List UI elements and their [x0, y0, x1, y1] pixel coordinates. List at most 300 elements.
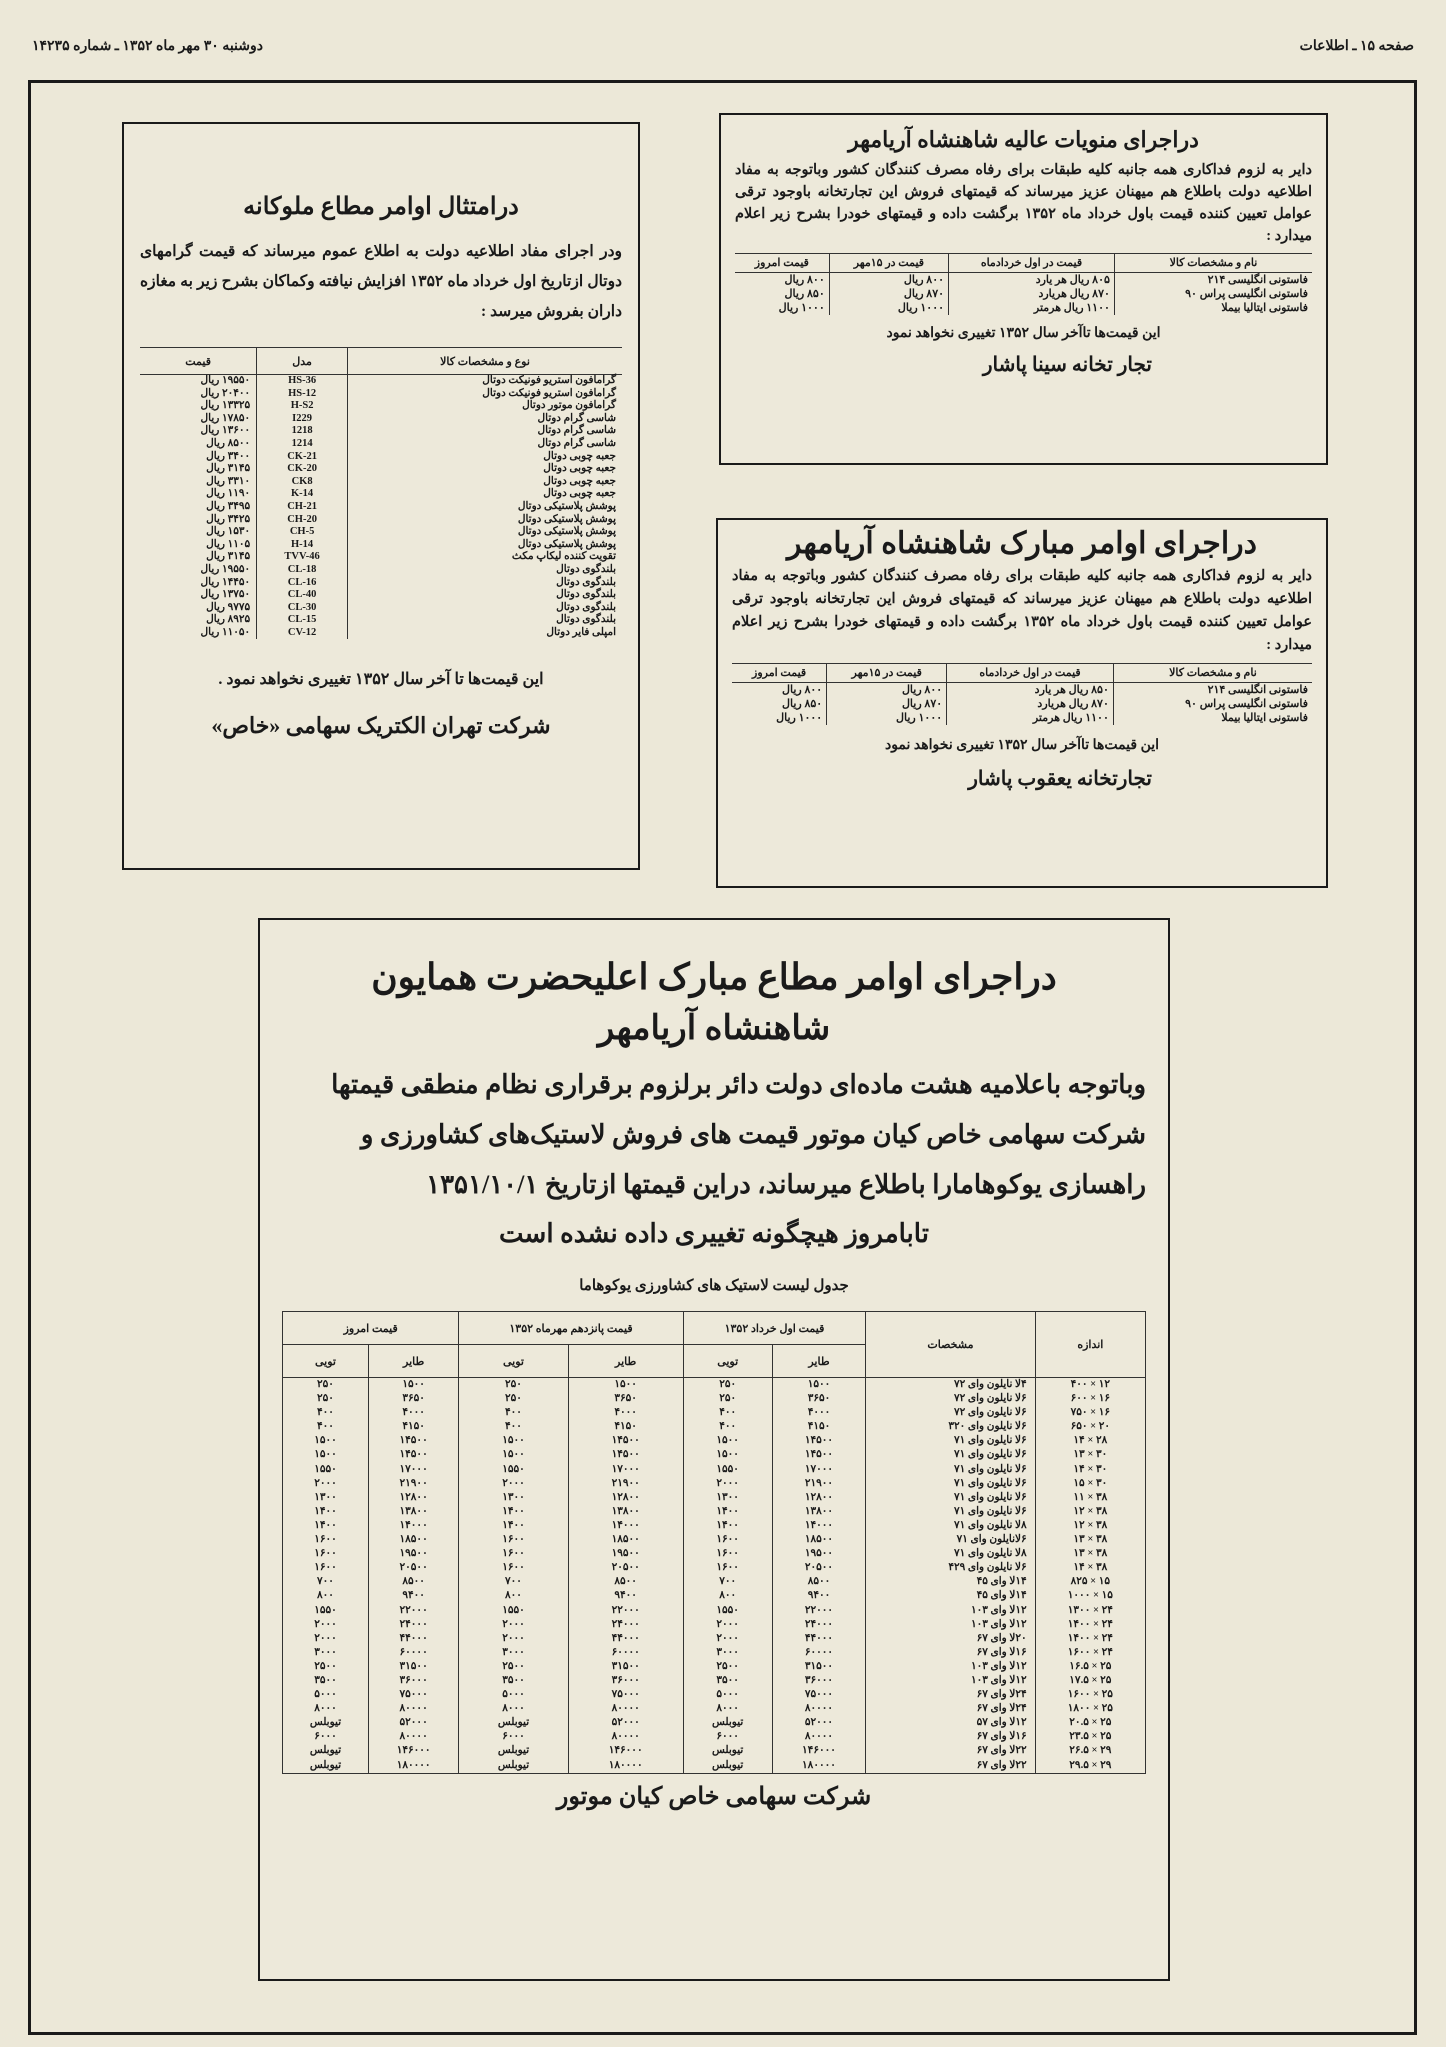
- table-cell: ۳۰۰۰: [283, 1646, 369, 1660]
- table-row: [283, 1702, 1146, 1716]
- table-cell: ۳۶۵۰: [772, 1392, 866, 1406]
- table-cell: پوشش پلاستیکی دوتال: [348, 501, 622, 514]
- issue-date: دوشنبه ۳۰ مهر ماه ۱۳۵۲ ـ شماره ۱۴۲۳۵: [32, 39, 263, 54]
- table-cell: ۸۰۰ ریال: [784, 274, 825, 286]
- ad-kian-motor: [258, 918, 1170, 1981]
- table-cell: ۱۲۸۰۰: [568, 1491, 683, 1505]
- table-row: [140, 501, 622, 514]
- table-cell: ۵۰۰۰: [459, 1688, 568, 1702]
- table-cell: ۱۶۰۰: [459, 1561, 568, 1575]
- table-row: [283, 1420, 1146, 1434]
- table-cell: ۱۶۰۰: [683, 1533, 772, 1547]
- table-cell: بلندگوی دوتال: [348, 614, 622, 627]
- table-cell: ۱۵ × ۸۲۵: [1035, 1575, 1145, 1589]
- ad-body: دایر به لزوم فداکاری همه جانبه کلیه طبقات برای رفاه مصرف کنندگان کشور وباتوجه به مفاد اطلاعیه دولت باطلاع هم میهنان عزیز میرساند که قیمتهای فروش این تجارتخانه باوجود ترقی عوامل تعیین کننده قیمت باول خرداد ماه ۱۳۵۲ برگشت داده و قیمتهای خودرا بشرح زیر اعلام میدارد :: [732, 568, 1312, 653]
- table-cell: CH-5: [257, 526, 348, 539]
- table-cell: ۳۰ × ۱۳: [1035, 1448, 1145, 1462]
- table-cell: ۴لا نایلون وای ۷۲: [866, 1378, 1035, 1393]
- table-cell: ۲۵ × ۱۶۰۰: [1035, 1688, 1145, 1702]
- col-size: اندازه: [1035, 1312, 1145, 1378]
- table-cell: ۳۸ × ۱۳: [1035, 1547, 1145, 1561]
- ad-sina-pashar: [719, 113, 1328, 465]
- ad-body: ودر اجرای مفاد اطلاعیه دولت به اطلاع عموم میرساند که قیمت گرامهای دوتال ازتاریخ اول خرداد ماه ۱۳۵۲ افزایش نیافته وکماکان بشرح زیر به مغازه داران بفروش میرسد :: [140, 243, 623, 320]
- table-cell: ۱۴۰۰: [683, 1505, 772, 1519]
- table-cell: ۶لا نایلون وای ۷۱: [866, 1505, 1035, 1519]
- table-cell: ۱۴۵۰۰: [368, 1448, 458, 1462]
- sina-price-table: [735, 253, 1312, 315]
- table-cell: ۱۴۰۰: [283, 1519, 369, 1533]
- table-cell: ۱۴۶۰۰۰: [568, 1744, 683, 1758]
- table-cell: ۴۰۰: [459, 1420, 568, 1434]
- table-cell: ۱۶۰۰: [283, 1533, 369, 1547]
- col-spec: مشخصات: [866, 1312, 1035, 1378]
- table-cell: ۸۰۰۰۰: [368, 1702, 458, 1716]
- table-cell: ۸۷۰ ریال هریارد: [949, 287, 1115, 301]
- table-cell: ۸۷۰ ریال هریارد: [947, 697, 1114, 711]
- table-cell: ۲۹ × ۲۹.۵: [1035, 1759, 1145, 1774]
- table-row: [283, 1660, 1146, 1674]
- table-cell: امپلی فایر دوتال: [348, 627, 622, 640]
- table-cell: ۲۵۰۰: [459, 1660, 568, 1674]
- table-row: [283, 1646, 1146, 1660]
- col-group-mehr: قیمت پانزدهم مهرماه ۱۳۵۲: [459, 1312, 683, 1345]
- table-cell: ۷۰۰: [683, 1575, 772, 1589]
- table-cell: ۵۲۰۰۰: [568, 1716, 683, 1730]
- table-cell: تیوبلس: [683, 1716, 772, 1730]
- table-cell: ۲۰۰۰: [683, 1632, 772, 1646]
- table-row: [283, 1575, 1146, 1589]
- table-cell: ۳۰۰۰: [683, 1646, 772, 1660]
- table-cell: ۶۰۰۰: [683, 1730, 772, 1744]
- table-cell: ۸۷۰ ریال: [829, 287, 948, 301]
- table-cell: ۱۹۵۰۰: [772, 1547, 866, 1561]
- table-cell: ۲۴لا وای ۶۷: [866, 1688, 1035, 1702]
- table-cell: ۲۲۰۰۰: [368, 1604, 458, 1618]
- table-cell: ۱۲۸۰۰: [368, 1491, 458, 1505]
- table-cell: فاستونی انگلیسی ۲۱۴: [1114, 273, 1312, 288]
- table-cell: ۶۰۰۰۰: [772, 1646, 866, 1660]
- table-cell: ۲۵۰: [683, 1392, 772, 1406]
- table-cell: شاسی گرام دوتال: [348, 425, 622, 438]
- table-cell: ۱۴لا وای ۴۵: [866, 1589, 1035, 1603]
- table-cell: ۶لا نایلون وای ۷۱: [866, 1477, 1035, 1491]
- table-cell: ۱۵۳۰ ریال: [206, 526, 251, 538]
- table-cell: ۱۴۰۰: [459, 1519, 568, 1533]
- ad-body: دایر به لزوم فداکاری همه جانبه کلیه طبقات برای رفاه مصرف کنندگان کشور وباتوجه به مفاد اطلاعیه دولت باطلاع هم میهنان عزیز میرساند که قیمتهای فروش این تجارتخانه باوجود ترقی عوامل تعیین کننده قیمت باول خرداد ماه ۱۳۵۲ برگشت داده و قیمتهای خودرا بشرح زیر اعلام میدارد :: [735, 162, 1312, 244]
- table-cell: ۳۶۰۰۰: [568, 1674, 683, 1688]
- table-cell: تیوبلس: [459, 1744, 568, 1758]
- column-header: نام و مشخصات کالا: [1114, 254, 1312, 273]
- table-cell: ۳۰ × ۱۵: [1035, 1477, 1145, 1491]
- table-cell: ۱۲لا وای ۱۰۳: [866, 1618, 1035, 1632]
- table-cell: ۱۲۸۰۰: [772, 1491, 866, 1505]
- table-cell: گرامافون استریو فونیکت دوتال: [348, 375, 622, 388]
- table-cell: ۱۹۵۵۰ ریال: [200, 375, 251, 386]
- table-cell: ۲۴ × ۱۳۰۰: [1035, 1604, 1145, 1618]
- table-cell: ۳۸ × ۱۴: [1035, 1561, 1145, 1575]
- table-cell: I229: [257, 413, 348, 426]
- table-cell: ۳۵۰۰: [683, 1674, 772, 1688]
- table-cell: ۸۰۰۰: [283, 1702, 369, 1716]
- table-cell: ۶لا نایلون وای ۷۱: [866, 1491, 1035, 1505]
- table-cell: تیوبلس: [683, 1744, 772, 1758]
- table-cell: 1214: [257, 438, 348, 451]
- table-cell: ۲۰۰۰: [283, 1618, 369, 1632]
- table-cell: ۲۰ × ۶۵۰: [1035, 1420, 1145, 1434]
- table-cell: ۲۱۹۰۰: [368, 1477, 458, 1491]
- table-row: [283, 1406, 1146, 1420]
- table-cell: تیوبلس: [283, 1744, 369, 1758]
- table-cell: پوشش پلاستیکی دوتال: [348, 526, 622, 539]
- table-cell: ۳۰ × ۱۴: [1035, 1463, 1145, 1477]
- table-cell: ۸۰۰۰۰: [568, 1702, 683, 1716]
- table-cell: ۲۵ × ۱۷.۵: [1035, 1674, 1145, 1688]
- table-cell: CL-15: [257, 614, 348, 627]
- table-cell: ۱۲لا وای ۵۷: [866, 1716, 1035, 1730]
- table-cell: ۱۳۸۰۰: [772, 1505, 866, 1519]
- table-cell: ۲۵۰: [283, 1392, 369, 1406]
- table-cell: ۳۶۰۰۰: [772, 1674, 866, 1688]
- table-cell: ۱۴۰۰: [459, 1505, 568, 1519]
- table-cell: ۸۰۰۰: [683, 1702, 772, 1716]
- table-cell: ۱۷۸۵۰ ریال: [200, 412, 251, 424]
- table-cell: ۱۹۵۰۰: [368, 1547, 458, 1561]
- table-cell: ۱۶۰۰: [683, 1547, 772, 1561]
- table-cell: ۷۰۰: [459, 1575, 568, 1589]
- table-row: [140, 551, 622, 564]
- table-cell: CK8: [257, 476, 348, 489]
- table-row: [283, 1744, 1146, 1758]
- table-cell: ۲۴ × ۱۴۰۰: [1035, 1632, 1145, 1646]
- table-cell: ۱۰۰۰ ریال: [778, 302, 825, 314]
- table-cell: ۱۶۰۰: [459, 1533, 568, 1547]
- table-row: [140, 463, 622, 476]
- table-cell: ۸۷۰ ریال: [827, 697, 947, 711]
- table-row: [283, 1392, 1146, 1406]
- table-row: [283, 1519, 1146, 1533]
- table-cell: ۱۹۵۵۰ ریال: [200, 563, 251, 575]
- table-cell: ۱۵۰۰: [459, 1434, 568, 1448]
- table-row: [140, 564, 622, 577]
- table-cell: بلندگوی دوتال: [348, 602, 622, 615]
- table-row: [283, 1448, 1146, 1462]
- table-cell: ۲۰۵۰۰: [368, 1561, 458, 1575]
- table-cell: ۴۰۰: [683, 1406, 772, 1420]
- ad-signature: تجارتخانه یعقوب پاشار: [968, 768, 1152, 790]
- table-cell: ۲۸ × ۱۴: [1035, 1434, 1145, 1448]
- table-cell: CL-18: [257, 564, 348, 577]
- table-cell: ۲۵ × ۲۰.۵: [1035, 1716, 1145, 1730]
- ad-signature: شرکت تهران الکتریک سهامی «خاص»: [211, 713, 551, 739]
- table-cell: ۳۱۴۵ ریال: [206, 551, 251, 563]
- table-cell: ۲۴لا وای ۶۷: [866, 1702, 1035, 1716]
- ad-subtitle: شاهنشاه آریامهر: [597, 1010, 831, 1047]
- table-cell: ۶لا نایلون وای ۳۲۰: [866, 1420, 1035, 1434]
- table-cell: ۲۰۰۰: [283, 1632, 369, 1646]
- table-cell: ۱۸۰۰۰۰: [772, 1759, 866, 1774]
- table-row: [283, 1730, 1146, 1744]
- table-cell: ۳۱۵۰۰: [368, 1660, 458, 1674]
- table-cell: ۱۶۰۰: [459, 1547, 568, 1561]
- table-title: جدول لیست لاستیک های کشاورزی یوکوهاما: [579, 1278, 849, 1294]
- table-cell: ۵۰۰۰: [683, 1688, 772, 1702]
- table-cell: ۳۴۲۵ ریال: [206, 513, 251, 525]
- table-cell: ۲۵۰: [459, 1392, 568, 1406]
- table-cell: ۲۴۰۰۰: [568, 1618, 683, 1632]
- table-cell: شاسی گرام دوتال: [348, 413, 622, 426]
- ad-signature: تجار تخانه سینا پاشار: [982, 354, 1152, 376]
- table-cell: ۱۴۰۰: [683, 1519, 772, 1533]
- table-cell: ۲۴ × ۱۶۰۰: [1035, 1646, 1145, 1660]
- col-group-khordad: قیمت اول خرداد ۱۳۵۲: [683, 1312, 866, 1345]
- table-cell: ۸۵۰۰: [368, 1575, 458, 1589]
- table-cell: ۱۵۰۰: [283, 1434, 369, 1448]
- table-cell: ۸۵۰ ریال: [784, 288, 825, 300]
- table-row: [283, 1589, 1146, 1603]
- ad-title: دراجرای اوامر مطاع مبارک اعلیحضرت همایون: [371, 957, 1057, 997]
- table-cell: ۱۴۰۰۰: [772, 1519, 866, 1533]
- table-cell: ۱۵۰۰: [459, 1448, 568, 1462]
- table-row: [283, 1632, 1146, 1646]
- table-cell: ۲۰۰۰: [283, 1477, 369, 1491]
- table-cell: ۸۵۰ ریال هر یارد: [947, 683, 1114, 698]
- electric-price-table: [140, 347, 622, 639]
- table-row: [283, 1533, 1146, 1547]
- table-cell: ۲۵ × ۱۶.۵: [1035, 1660, 1145, 1674]
- table-cell: ۱۳۰۰: [459, 1491, 568, 1505]
- table-cell: ۳۱۵۰۰: [568, 1660, 683, 1674]
- sub-tire: طایر: [568, 1345, 683, 1378]
- table-cell: ۱۴۶۰۰۰: [772, 1744, 866, 1758]
- table-cell: ۱۶ × ۷۵۰: [1035, 1406, 1145, 1420]
- table-cell: ۳۶۵۰: [368, 1392, 458, 1406]
- table-cell: CV-12: [257, 627, 348, 640]
- table-cell: ۲۴۰۰۰: [368, 1618, 458, 1632]
- table-cell: ۴۴۰۰۰: [368, 1632, 458, 1646]
- table-row: [732, 697, 1312, 711]
- table-cell: ۸۵۰ ریال: [782, 698, 823, 710]
- table-cell: ۸۵۰۰: [568, 1575, 683, 1589]
- table-cell: ۹۴۰۰: [368, 1589, 458, 1603]
- table-row: [735, 287, 1312, 301]
- table-cell: ۴۰۰۰: [368, 1406, 458, 1420]
- table-cell: ۶لا نایلون وای ۴۲۹: [866, 1561, 1035, 1575]
- table-cell: ۲۲۰۰۰: [568, 1604, 683, 1618]
- table-row: [283, 1477, 1146, 1491]
- table-cell: ۱۸۵۰۰: [368, 1533, 458, 1547]
- table-cell: ۱۴۰۰: [283, 1505, 369, 1519]
- table-cell: ۱۴۵۰۰: [772, 1434, 866, 1448]
- table-cell: ۱۰۰۰ ریال: [827, 711, 947, 725]
- ad-line-4: تابامروز هیچگونه تغییری داده نشده است: [499, 1219, 929, 1248]
- table-cell: ۶۰۰۰: [283, 1730, 369, 1744]
- table-cell: ۱۹۵۰۰: [568, 1547, 683, 1561]
- table-cell: ۳۴۹۵ ریال: [206, 500, 251, 512]
- table-cell: ۱۴لا وای ۴۵: [866, 1575, 1035, 1589]
- table-cell: ۱۸۵۰۰: [568, 1533, 683, 1547]
- table-cell: فاستونی انگلیسی پراس ۹۰: [1113, 697, 1312, 711]
- table-cell: ۸۰۰ ریال: [829, 273, 948, 288]
- table-cell: ۱۱۹۰ ریال: [206, 488, 251, 500]
- table-cell: ۹۷۷۵ ریال: [206, 601, 251, 613]
- table-row: [732, 711, 1312, 725]
- column-header: مدل: [257, 348, 348, 375]
- table-cell: ۲۵۰: [459, 1378, 568, 1393]
- table-cell: ۸۰۰: [459, 1589, 568, 1603]
- table-cell: ۲۰۰۰: [459, 1618, 568, 1632]
- table-row: [140, 589, 622, 602]
- table-row: [140, 438, 622, 451]
- table-cell: فاستونی ایتالیا بیملا: [1113, 711, 1312, 725]
- table-cell: ۲۲۰۰۰: [772, 1604, 866, 1618]
- table-cell: ۸۰۰۰۰: [772, 1702, 866, 1716]
- table-cell: شاسی گرام دوتال: [348, 438, 622, 451]
- table-cell: ۲۴ × ۱۴۰۰: [1035, 1618, 1145, 1632]
- table-cell: ۸۰۰۰۰: [772, 1730, 866, 1744]
- table-cell: ۱۳۰۰: [683, 1491, 772, 1505]
- table-cell: ۴۰۰: [459, 1406, 568, 1420]
- table-cell: CK-20: [257, 463, 348, 476]
- table-cell: ۱۲ × ۴۰۰: [1035, 1378, 1145, 1393]
- table-cell: ۵۲۰۰۰: [368, 1716, 458, 1730]
- table-cell: ۱۷۰۰۰: [568, 1463, 683, 1477]
- table-cell: جعبه چوبی دوتال: [348, 463, 622, 476]
- table-cell: ۴۰۰۰: [568, 1406, 683, 1420]
- table-cell: ۲۰۰۰: [459, 1632, 568, 1646]
- sub-tube: تویی: [283, 1345, 369, 1378]
- table-cell: ۱۶ × ۶۰۰: [1035, 1392, 1145, 1406]
- table-cell: ۸۰۰ ریال: [827, 683, 947, 698]
- table-row: [735, 273, 1312, 288]
- table-cell: ۳۱۵۰۰: [772, 1660, 866, 1674]
- sub-tire: طایر: [368, 1345, 458, 1378]
- table-cell: ۳۱۴۵ ریال: [206, 463, 251, 475]
- table-row: [283, 1491, 1146, 1505]
- table-cell: ۲۱۹۰۰: [568, 1477, 683, 1491]
- table-cell: ۱۴۵۰۰: [368, 1434, 458, 1448]
- ad-signature: شرکت سهامی خاص کیان موتور: [556, 1783, 872, 1810]
- table-cell: ۱۴۰۰۰: [368, 1519, 458, 1533]
- col-group-today: قیمت امروز: [283, 1312, 459, 1345]
- table-cell: گرامافون موتور دوتال: [348, 400, 622, 413]
- table-cell: ۸۰۰: [683, 1589, 772, 1603]
- table-cell: ۲۰۰۰: [683, 1477, 772, 1491]
- table-cell: ۱۶لا وای ۶۷: [866, 1730, 1035, 1744]
- table-cell: ۲۰۵۰۰: [772, 1561, 866, 1575]
- table-cell: ۱۴۵۰۰: [568, 1448, 683, 1462]
- table-cell: ۱۸۰۰۰۰: [368, 1759, 458, 1774]
- table-cell: ۸۰۰۰: [459, 1702, 568, 1716]
- table-cell: ۷۵۰۰۰: [772, 1688, 866, 1702]
- table-row: [283, 1547, 1146, 1561]
- table-row: [140, 413, 622, 426]
- table-row: [140, 476, 622, 489]
- table-cell: ۱۲لا وای ۱۰۳: [866, 1604, 1035, 1618]
- table-cell: ۸۰۵ ریال هر یارد: [949, 273, 1115, 288]
- table-cell: ۱۰۰۰ ریال: [829, 301, 948, 315]
- table-cell: CL-30: [257, 602, 348, 615]
- table-cell: ۱۸۵۰۰: [772, 1533, 866, 1547]
- ad-line-3: راهسازی یوکوهامارا باطلاع میرساند، دراین قیمتها ازتاریخ ۱۳۵۱/۱۰/۱: [426, 1170, 1146, 1199]
- table-cell: ۱۵ × ۱۰۰۰: [1035, 1589, 1145, 1603]
- tire-price-table: [282, 1311, 1146, 1774]
- table-cell: تیوبلس: [459, 1759, 568, 1774]
- table-cell: ۲۰۵۰۰: [568, 1561, 683, 1575]
- table-cell: CL-16: [257, 577, 348, 590]
- table-cell: HS-36: [257, 375, 348, 388]
- table-cell: ۸۰۰ ریال: [782, 684, 823, 696]
- table-cell: ۸لا نایلون وای ۷۱: [866, 1519, 1035, 1533]
- table-cell: ۲۰۰۰: [459, 1477, 568, 1491]
- table-cell: ۱۴۶۰۰۰: [368, 1744, 458, 1758]
- table-cell: ۶۰۰۰: [459, 1730, 568, 1744]
- column-header: قیمت در ۱۵مهر: [829, 254, 948, 273]
- table-cell: ۴۱۵۰: [568, 1420, 683, 1434]
- table-cell: ۴۱۵۰: [772, 1420, 866, 1434]
- table-cell: ۴۰۰۰: [772, 1406, 866, 1420]
- ad-title: دراجرای اوامر مبارک شاهنشاه آریامهر: [786, 527, 1257, 560]
- table-row: [140, 602, 622, 615]
- table-cell: ۳۸ × ۱۳: [1035, 1533, 1145, 1547]
- table-cell: تیوبلس: [283, 1759, 369, 1774]
- table-row: [140, 526, 622, 539]
- table-cell: ۳۵۰۰: [283, 1674, 369, 1688]
- table-cell: ۵۲۰۰۰: [772, 1716, 866, 1730]
- table-cell: ۹۴۰۰: [772, 1589, 866, 1603]
- table-cell: ۱۵۵۰: [283, 1604, 369, 1618]
- table-cell: ۱۳۸۰۰: [368, 1505, 458, 1519]
- table-cell: جعبه چوبی دوتال: [348, 476, 622, 489]
- ad-note: این قیمت‌ها تاآخر سال ۱۳۵۲ تغییری نخواهد نمود: [886, 326, 1161, 341]
- table-cell: ۲۵۰۰: [683, 1660, 772, 1674]
- table-row: [140, 627, 622, 640]
- table-cell: ۱۲لا وای ۱۰۳: [866, 1660, 1035, 1674]
- table-cell: ۶لانایلون وای ۷۱: [866, 1533, 1035, 1547]
- table-cell: ۷۵۰۰۰: [368, 1688, 458, 1702]
- table-cell: بلندگوی دوتال: [348, 589, 622, 602]
- table-cell: بلندگوی دوتال: [348, 564, 622, 577]
- table-cell: ۲۰لا وای ۶۷: [866, 1632, 1035, 1646]
- table-cell: ۸۰۰: [283, 1589, 369, 1603]
- table-cell: ۲۵۰: [283, 1378, 369, 1393]
- table-row: [283, 1561, 1146, 1575]
- table-cell: ۱۰۰۰ ریال: [776, 712, 823, 724]
- column-header: نام و مشخصات کالا: [1113, 664, 1312, 683]
- table-cell: ۶۰۰۰۰: [568, 1646, 683, 1660]
- table-cell: ۸۵۰۰ ریال: [206, 437, 251, 449]
- table-row: [283, 1688, 1146, 1702]
- ad-title: درامتثال اوامر مطاع ملوکانه: [243, 194, 519, 220]
- ad-note: این قیمت‌ها تا آخر سال ۱۳۵۲ تغییری نخواهد نمود .: [218, 671, 544, 689]
- table-cell: تیوبلس: [683, 1759, 772, 1774]
- table-cell: تیوبلس: [459, 1716, 568, 1730]
- table-cell: جعبه چوبی دوتال: [348, 488, 622, 501]
- table-cell: تیوبلس: [283, 1716, 369, 1730]
- table-cell: K-14: [257, 488, 348, 501]
- table-cell: ۸۵۰۰: [772, 1575, 866, 1589]
- table-cell: ۲۰۰۰: [683, 1618, 772, 1632]
- table-cell: گرامافون استریو فونیکت دوتال: [348, 388, 622, 401]
- table-cell: پوشش پلاستیکی دوتال: [348, 539, 622, 552]
- table-cell: ۱۵۰۰: [683, 1448, 772, 1462]
- table-cell: ۱۶لا وای ۶۷: [866, 1646, 1035, 1660]
- table-cell: ۶۰۰۰۰: [368, 1646, 458, 1660]
- table-cell: ۱۵۵۰: [683, 1604, 772, 1618]
- table-row: [283, 1378, 1146, 1393]
- table-cell: ۱۵۰۰: [772, 1378, 866, 1393]
- table-cell: ۱۵۰۰: [368, 1378, 458, 1393]
- page-header: [28, 36, 1418, 60]
